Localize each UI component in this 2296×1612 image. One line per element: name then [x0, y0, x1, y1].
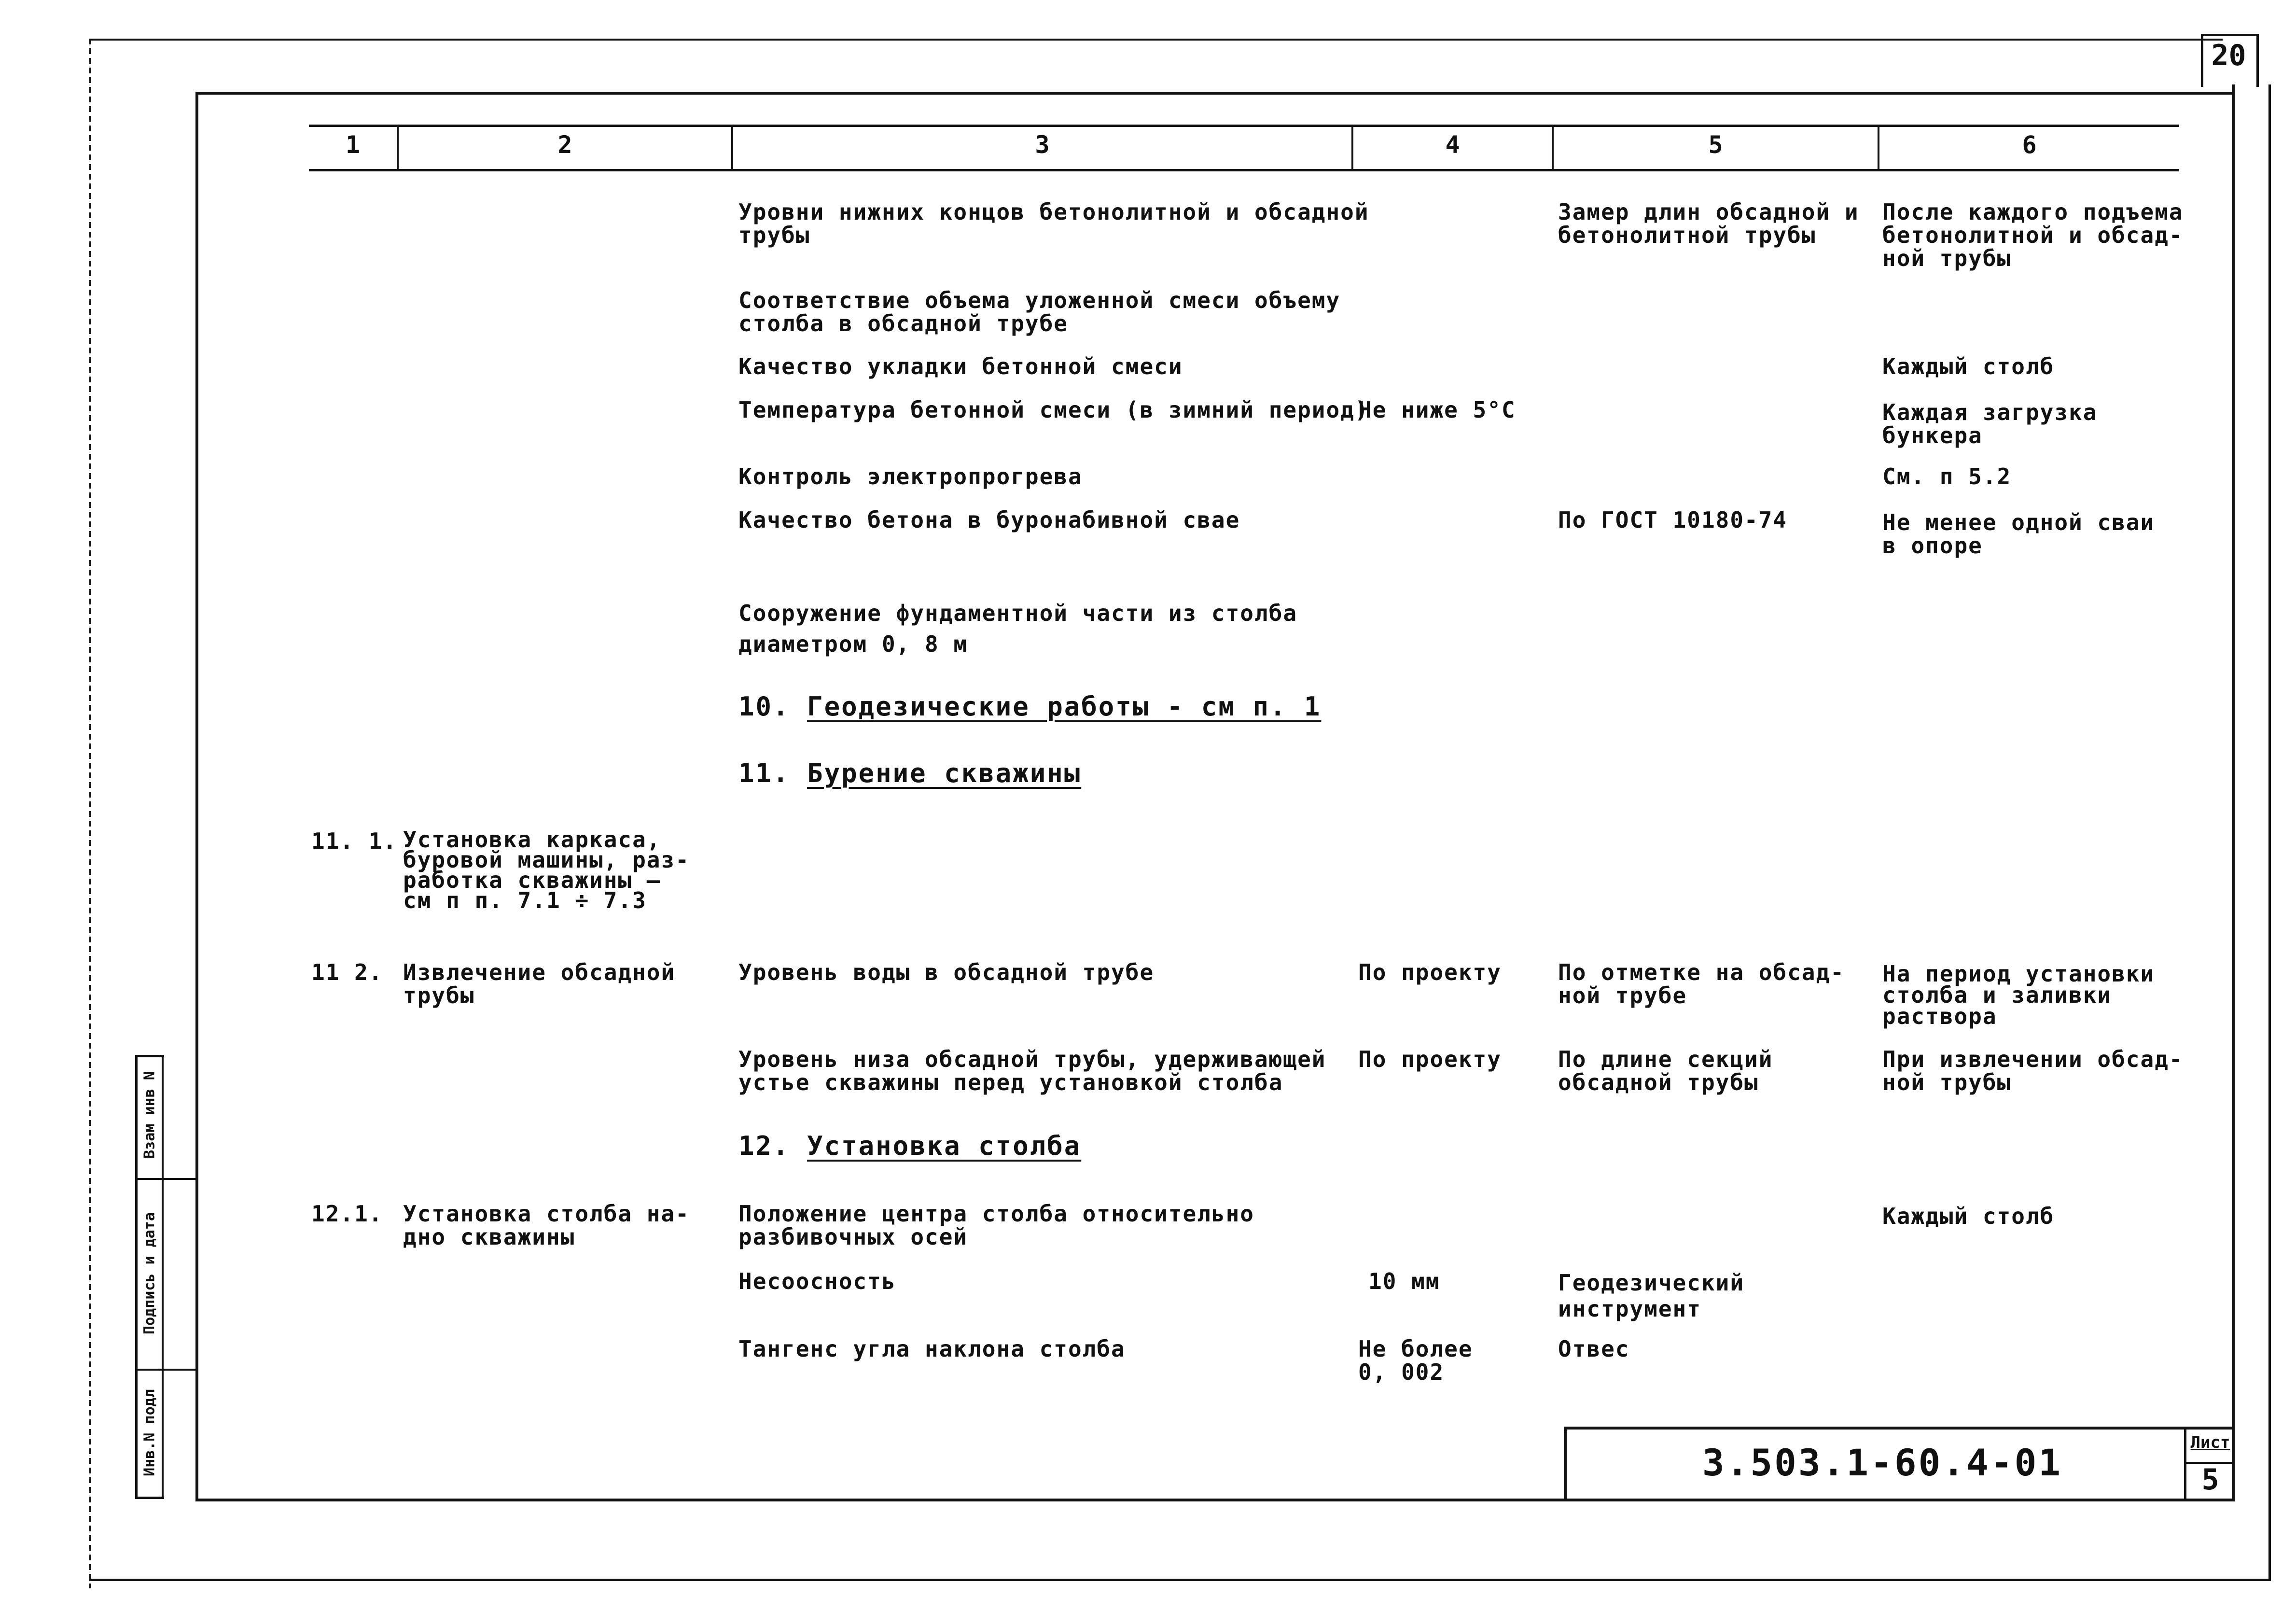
table-cell-method: По длине секций обсадной трубы	[1558, 1046, 1773, 1095]
table-cell-method: Замер длин обсадной и бетонолитной трубы	[1558, 199, 1859, 248]
table-cell-parameter: Уровень низа обсадной трубы, удерживающей устье скважины перед установкой столба	[738, 1046, 1326, 1095]
section-title: Бурение скважины	[807, 758, 1082, 788]
table-cell-tolerance: Не ниже 5°С	[1358, 397, 1516, 423]
section-heading-12	[738, 1131, 1081, 1161]
sheet-number: 5	[2201, 1463, 2219, 1497]
table-cell-parameter: Температура бетонной смеси (в зимний период)	[738, 397, 1369, 423]
inner-frame-right	[2232, 84, 2235, 1501]
section-number: 11.	[738, 758, 790, 788]
table-cell-parameter: Соответствие объема уложенной смеси объему столба в обсадной трубе	[738, 287, 1341, 336]
table-cell-item-number: 11. 1.	[311, 828, 398, 854]
table-cell-frequency: Не менее одной сваи в опоре	[1882, 509, 2155, 559]
section-number: 12.	[738, 1131, 790, 1161]
column-header-2: 2	[557, 131, 572, 159]
column-header-6: 6	[2022, 131, 2037, 159]
inner-frame-left	[195, 92, 198, 1501]
column-header-5: 5	[1708, 131, 1723, 159]
outer-frame-right	[2268, 84, 2271, 1581]
table-cell-parameter: Уровни нижних концов бетонолитной и обсадной трубы	[738, 199, 1369, 248]
section-title: Геодезические работы - см п. 1	[807, 691, 1322, 722]
table-cell-parameter: Сооружение фундаментной части из столба диаметром 0, 8 м	[738, 600, 1298, 657]
column-header-4: 4	[1445, 131, 1460, 159]
table-cell-tolerance: Не более 0, 002	[1358, 1336, 1473, 1385]
document-code: 3.503.1-60.4-01	[1702, 1441, 2063, 1484]
outer-frame-top	[89, 39, 2223, 41]
section-heading-10	[738, 691, 1321, 722]
column-header-1: 1	[345, 131, 361, 159]
side-stamp-label: Взам инв N	[141, 1071, 158, 1159]
table-cell-parameter: Контроль электропрогрева	[738, 463, 1083, 490]
table-cell-method: Отвес	[1558, 1336, 1630, 1362]
header-top-line	[309, 125, 2179, 127]
table-cell-parameter: Положение центра столба относительно разбивочных осей	[738, 1201, 1254, 1250]
outer-frame-bottom	[89, 1579, 2271, 1581]
table-cell-method: По ГОСТ 10180-74	[1558, 507, 1788, 533]
table-cell-operation: Установка столба на- дно скважины	[403, 1201, 690, 1250]
table-cell-parameter: Тангенс угла наклона столба	[738, 1336, 1126, 1362]
column-header-3: 3	[1035, 131, 1050, 159]
table-cell-frequency: После каждого подъема бетонолитной и обсад- ной трубы	[1882, 199, 2184, 271]
inner-frame-top	[195, 92, 2235, 95]
table-cell-tolerance: 10 мм	[1368, 1268, 1440, 1294]
table-cell-frequency: На период установки столба и заливки раствора	[1882, 961, 2155, 1029]
table-cell-frequency: См. п 5.2	[1882, 463, 2012, 490]
outer-frame-left	[89, 39, 91, 1588]
table-cell-tolerance: По проекту	[1358, 959, 1502, 985]
table-cell-parameter: Качество укладки бетонной смеси	[738, 353, 1183, 379]
section-heading-11	[738, 758, 1081, 788]
table-cell-method: Геодезический инструмент	[1558, 1270, 1745, 1322]
table-cell-item-number: 12.1.	[311, 1201, 383, 1227]
table-cell-parameter: Качество бетона в буронабивной свае	[738, 507, 1240, 533]
section-title: Установка столба	[807, 1131, 1082, 1161]
side-stamp-label: Инв.N подл	[141, 1389, 158, 1476]
table-cell-parameter: Несоосность	[738, 1268, 896, 1294]
table-cell-method: По отметке на обсад- ной трубе	[1558, 959, 1845, 1009]
section-number: 10.	[738, 691, 790, 722]
side-stamp-label: Подпись и дата	[141, 1212, 158, 1334]
table-cell-item-number: 11 2.	[311, 959, 383, 985]
table-cell-tolerance: По проекту	[1358, 1046, 1502, 1072]
table-cell-frequency: При извлечении обсад- ной трубы	[1882, 1046, 2184, 1095]
table-cell-frequency: Каждый столб	[1882, 353, 2055, 379]
table-cell-parameter: Уровень воды в обсадной трубе	[738, 959, 1155, 985]
side-stamp-column	[162, 1055, 164, 1499]
table-cell-operation: Установка каркаса, буровой машины, раз- работка скважины – см п п. 7.1 ÷ 7.3	[403, 827, 690, 913]
table-cell-operation: Извлечение обсадной трубы	[403, 959, 676, 1009]
table-cell-frequency: Каждый столб	[1882, 1203, 2055, 1229]
header-bottom-line	[309, 169, 2179, 171]
page-number: 20	[2211, 39, 2246, 72]
table-cell-frequency: Каждая загрузка бункера	[1882, 399, 2098, 449]
sheet-label: Лист	[2190, 1433, 2230, 1452]
